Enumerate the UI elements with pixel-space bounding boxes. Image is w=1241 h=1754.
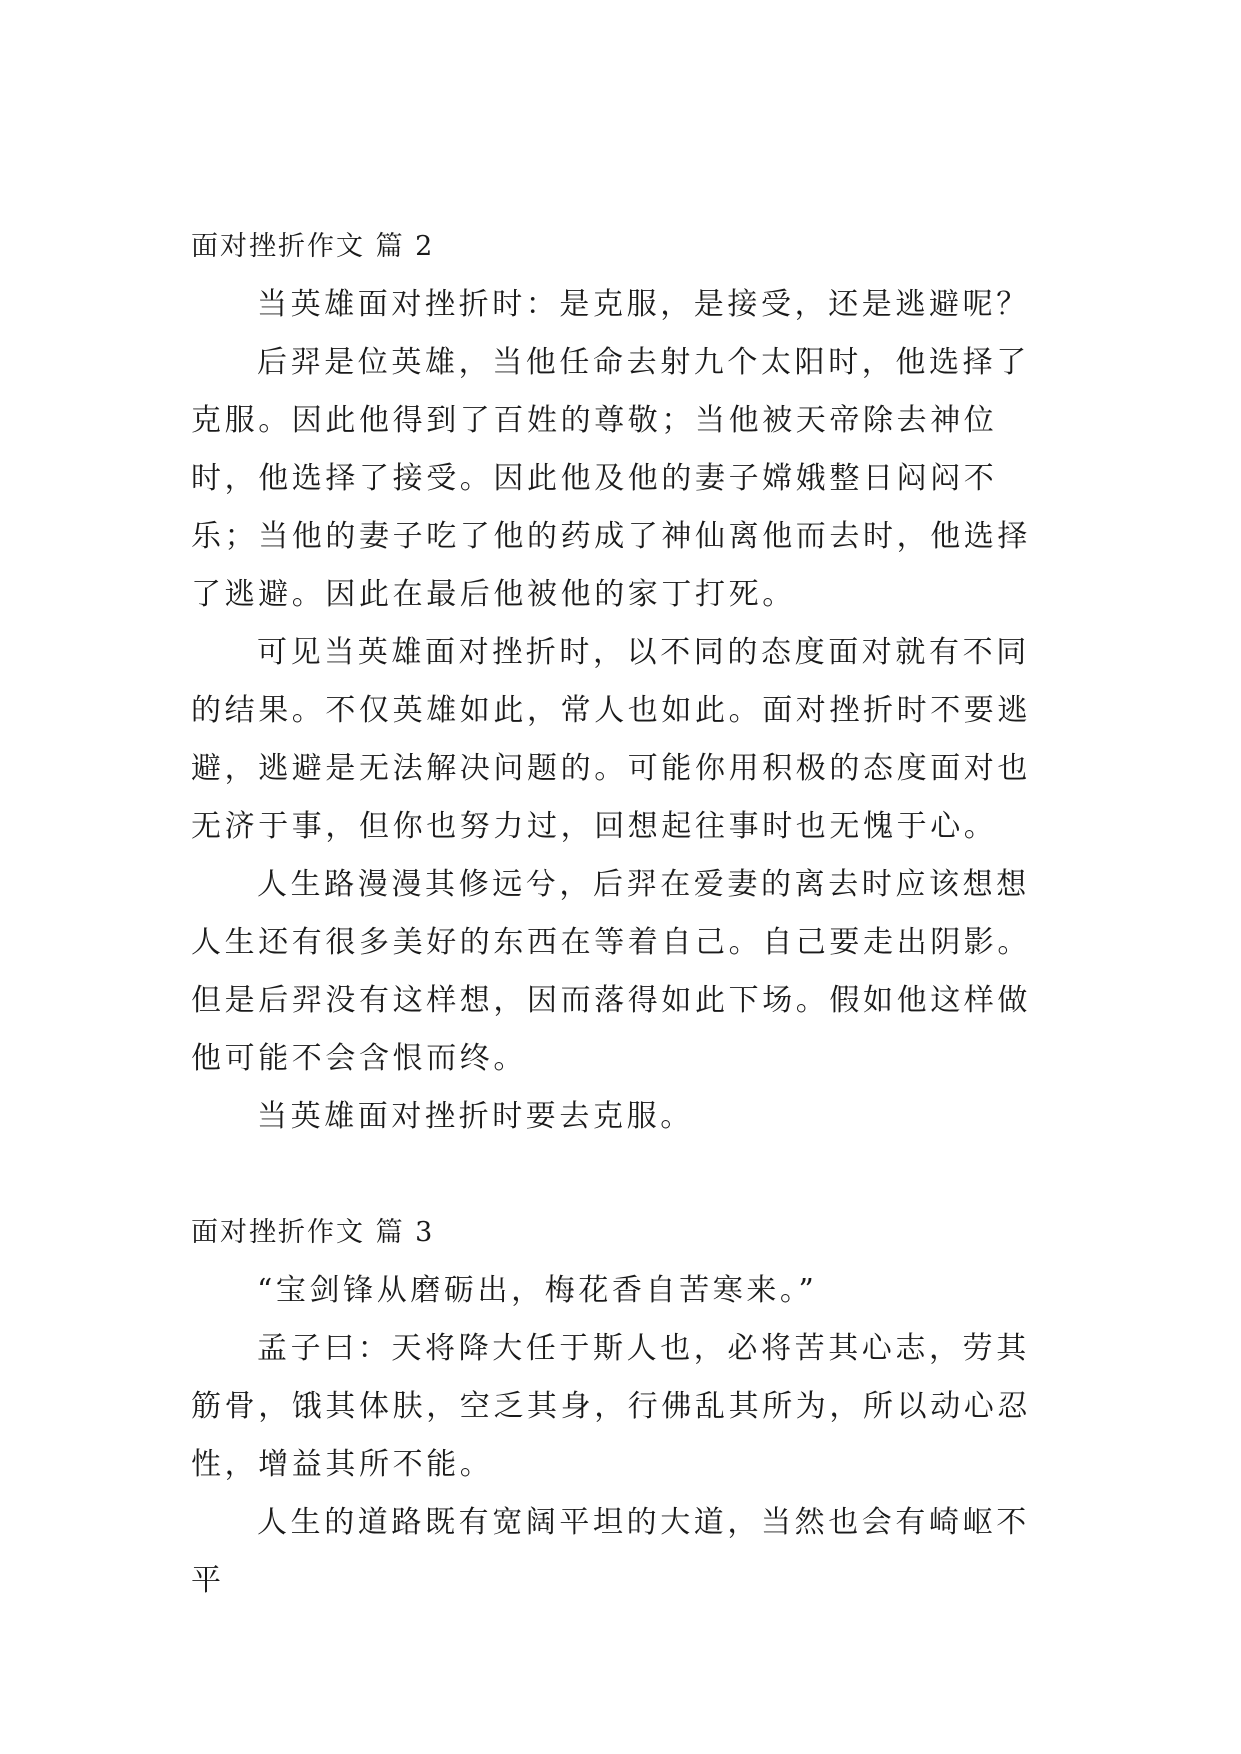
- paragraph: 人生路漫漫其修远兮，后羿在爱妻的离去时应该想想人生还有很多美好的东西在等着自己。自己要走出阴影。但是后羿没有这样想，因而落得如此下场。假如他这样做他可能不会含恨而终。: [191, 867, 1031, 1076]
- section-spacer: [191, 1146, 1051, 1204]
- paragraph: 后羿是位英雄，当他任命去射九个太阳时，他选择了克服。因此他得到了百姓的尊敬；当他被天帝除去神位时，他选择了接受。因此他及他的妻子嫦娥整日闷闷不乐；当他的妻子吃了他的药成了神仙离他而去时，他选择了逃避。因此在最后他被他的家丁打死。: [191, 345, 1031, 612]
- section-heading: 面对挫折作文 篇 3: [191, 1217, 435, 1248]
- paragraph: 当英雄面对挫折时要去克服。: [257, 1099, 694, 1134]
- paragraph: 人生的道路既有宽阔平坦的大道，当然也会有崎岖不平: [191, 1505, 1030, 1598]
- paragraph: 孟子曰：天将降大任于斯人也，必将苦其心志，劳其筋骨，饿其体肤，空乏其身，行佛乱其所为，所以动心忍性，增益其所不能。: [191, 1331, 1031, 1482]
- document-page: [191, 218, 1051, 1610]
- paragraph: “宝剑锋从磨砺出，梅花香自苦寒来。”: [257, 1273, 818, 1308]
- paragraph: 当英雄面对挫折时：是克服，是接受，还是逃避呢？: [257, 287, 1030, 322]
- paragraph: 可见当英雄面对挫折时，以不同的态度面对就有不同的结果。不仅英雄如此，常人也如此。面对挫折时不要逃避，逃避是无法解决问题的。可能你用积极的态度面对也无济于事，但你也努力过，回想起往事时也无愧于心。: [191, 635, 1031, 844]
- section-heading: 面对挫折作文 篇 2: [191, 231, 435, 262]
